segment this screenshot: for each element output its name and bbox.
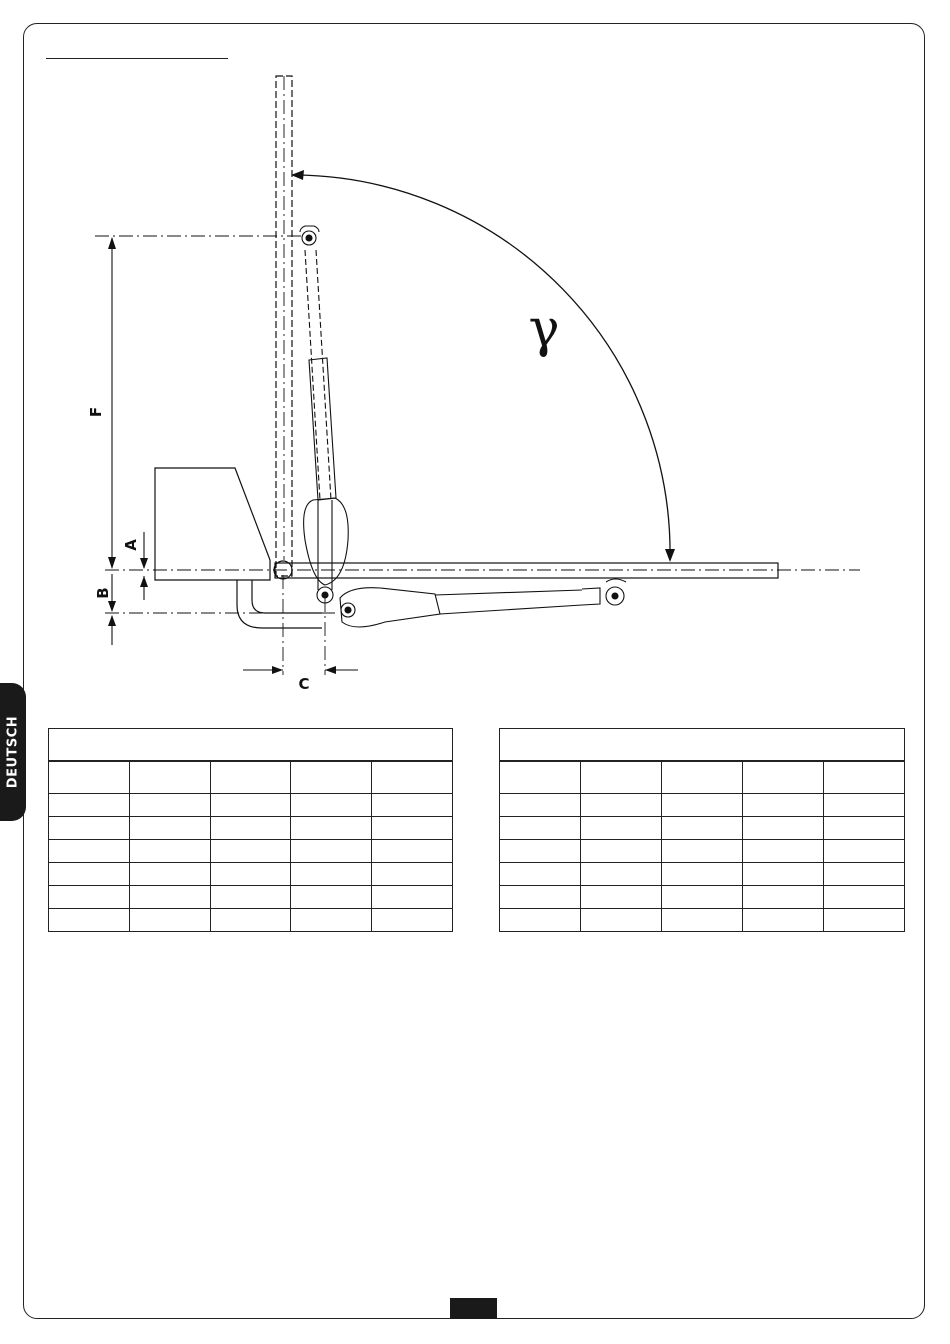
table-cell (824, 840, 905, 863)
arrow-f-bottom (108, 557, 116, 569)
table-cell (500, 840, 581, 863)
gate-leaf-closed (275, 563, 778, 578)
table-cell (500, 886, 581, 909)
arc-arrowhead-bottom (665, 549, 675, 562)
rear-bracket (237, 580, 322, 628)
table-cell (581, 840, 662, 863)
table-cell (49, 909, 130, 932)
arrow-b-down (108, 601, 116, 612)
table-title (49, 729, 453, 762)
table-cell (49, 886, 130, 909)
table-cell (743, 761, 824, 794)
table-cell (49, 761, 130, 794)
table-cell (129, 840, 210, 863)
table-cell (581, 909, 662, 932)
opening-angle-arc (296, 175, 670, 560)
operator-open-position (300, 226, 348, 585)
table-cell (210, 761, 291, 794)
arrow-f-top (108, 237, 116, 249)
table-cell (662, 909, 743, 932)
table-cell (662, 817, 743, 840)
table-cell (824, 909, 905, 932)
arrow-c-left (272, 666, 283, 674)
dimension-table-left (48, 728, 453, 932)
table-cell (662, 840, 743, 863)
table-cell (129, 794, 210, 817)
arrow-a-up (140, 576, 148, 587)
table-cell (49, 863, 130, 886)
table-cell (581, 886, 662, 909)
table-cell (824, 794, 905, 817)
table-cell (743, 909, 824, 932)
table-cell (743, 886, 824, 909)
table-cell (210, 909, 291, 932)
table-cell (210, 840, 291, 863)
label-b: B (94, 587, 112, 599)
table-cell (662, 794, 743, 817)
table-cell (291, 840, 372, 863)
table-cell (743, 794, 824, 817)
table-cell (372, 886, 453, 909)
arrow-a-down (140, 558, 148, 569)
table-cell (372, 909, 453, 932)
label-c: C (298, 675, 310, 693)
table-cell (129, 761, 210, 794)
table-cell (824, 761, 905, 794)
gate-pillar (155, 468, 270, 580)
table-cell (291, 863, 372, 886)
table-cell (743, 840, 824, 863)
table-cell (372, 863, 453, 886)
table-cell (291, 886, 372, 909)
table-cell (129, 863, 210, 886)
table-cell (291, 817, 372, 840)
table-cell (581, 863, 662, 886)
language-tab-label: DEUTSCH (5, 715, 21, 789)
rear-bracket-inner (252, 580, 322, 613)
table-cell (49, 794, 130, 817)
table-cell (581, 761, 662, 794)
arrow-b-up (108, 615, 116, 626)
table-cell (824, 886, 905, 909)
label-gamma-angle: γ (528, 299, 560, 359)
table-cell (662, 863, 743, 886)
table-cell (500, 794, 581, 817)
table-cell (210, 817, 291, 840)
table-cell (743, 863, 824, 886)
table-cell (500, 909, 581, 932)
table-cell (210, 794, 291, 817)
table-cell (824, 817, 905, 840)
table-title (500, 729, 905, 762)
table-cell (500, 761, 581, 794)
arrow-c-right (325, 666, 336, 674)
label-a: A (122, 539, 140, 551)
table-cell (291, 794, 372, 817)
table-cell (824, 863, 905, 886)
table-cell (291, 761, 372, 794)
table-cell (372, 817, 453, 840)
table-cell (210, 863, 291, 886)
table-cell (662, 886, 743, 909)
table-cell (129, 817, 210, 840)
table-cell (129, 909, 210, 932)
table-cell (372, 794, 453, 817)
dimension-table-right (499, 728, 905, 932)
table-cell (372, 840, 453, 863)
table-cell (49, 840, 130, 863)
table-cell (500, 817, 581, 840)
table-cell (581, 794, 662, 817)
table-cell (129, 886, 210, 909)
table-cell (49, 817, 130, 840)
table-cell (291, 909, 372, 932)
language-tab (0, 683, 26, 821)
table-cell (500, 863, 581, 886)
table-cell (662, 761, 743, 794)
table-cell (372, 761, 453, 794)
table-cell (581, 817, 662, 840)
table-cell (210, 886, 291, 909)
page-number-box (450, 1298, 497, 1319)
arc-arrowhead-top (291, 170, 304, 180)
table-cell (743, 817, 824, 840)
label-f: F (87, 406, 105, 418)
